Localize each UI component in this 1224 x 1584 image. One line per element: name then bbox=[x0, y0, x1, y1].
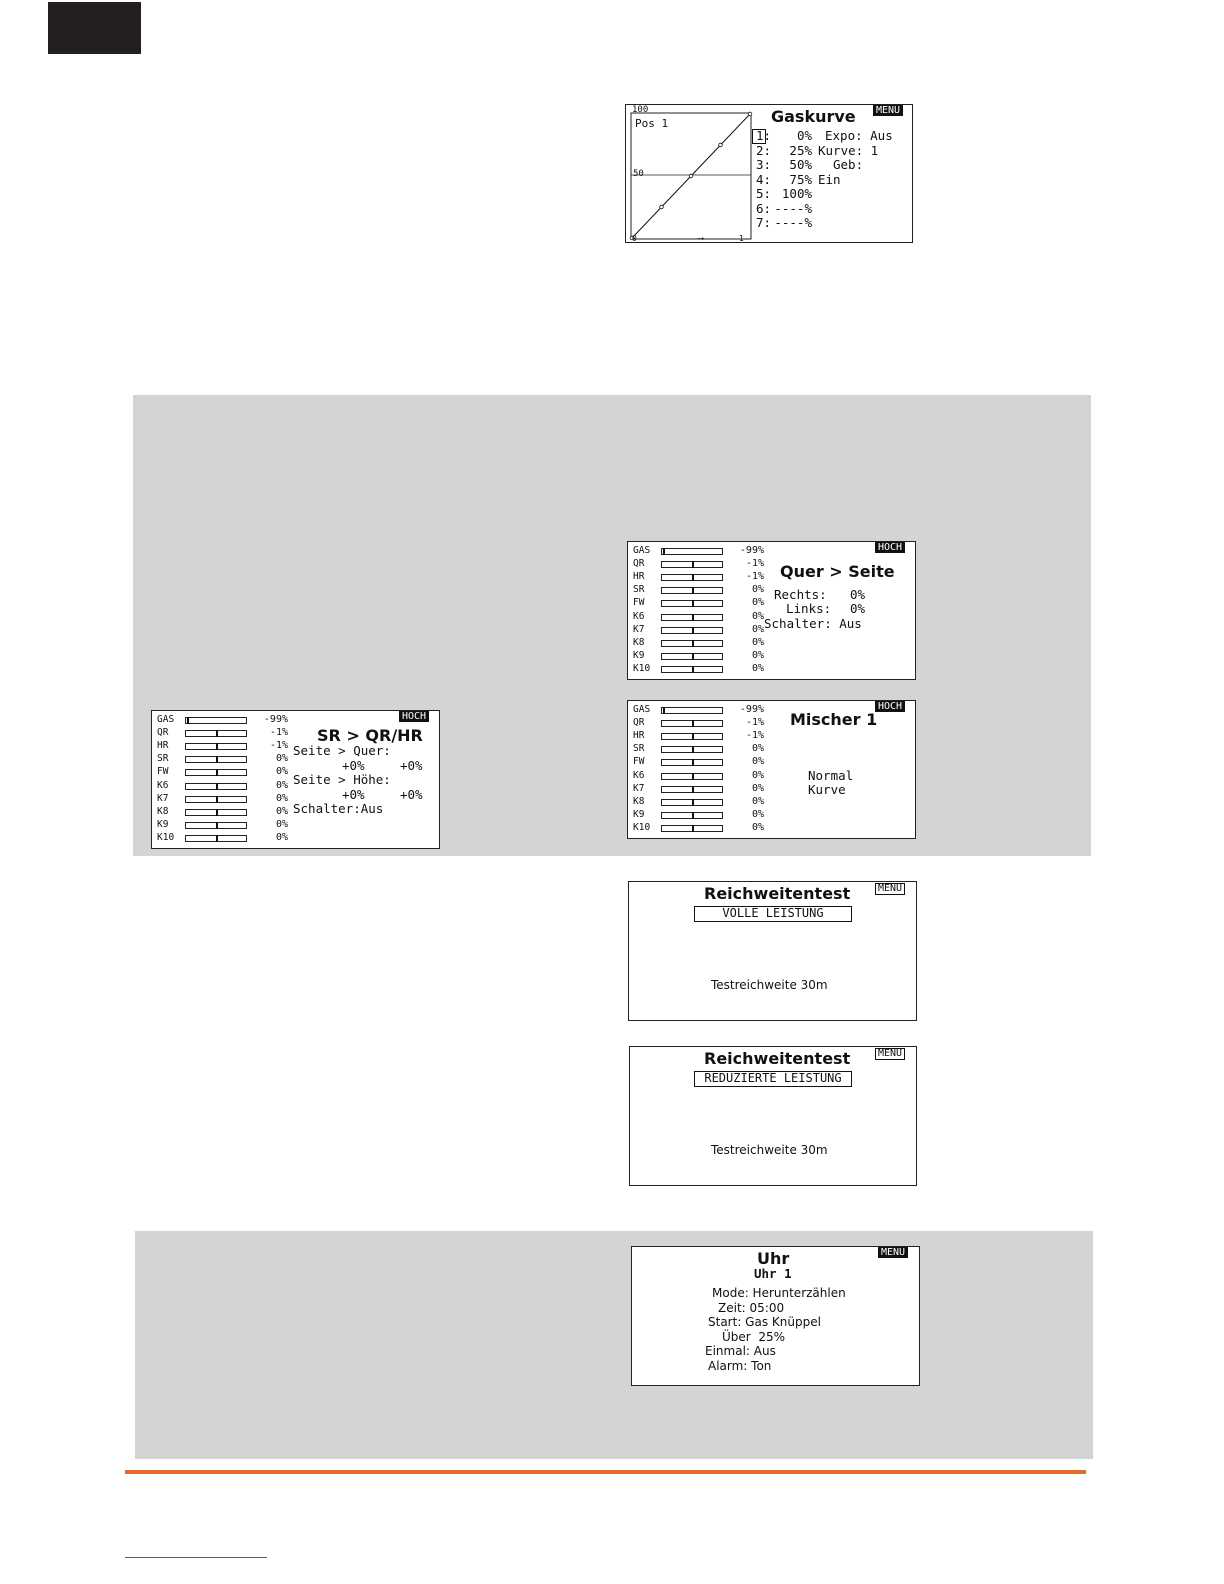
channel-label: K10 bbox=[633, 821, 651, 833]
timer-setting-line[interactable]: Über 25% bbox=[722, 1329, 786, 1344]
channel-bar bbox=[661, 720, 723, 727]
channel-value: 0% bbox=[275, 831, 288, 843]
channel-value: -99% bbox=[263, 714, 288, 725]
channel-label: K6 bbox=[633, 610, 645, 622]
lcd-reichweitentest-reduced bbox=[629, 1046, 917, 1186]
channel-label: GAS bbox=[633, 545, 651, 556]
channel-value: 0% bbox=[751, 795, 764, 807]
channel-label: K6 bbox=[157, 779, 169, 791]
channel-value: 0% bbox=[751, 769, 764, 781]
channel-bar bbox=[661, 759, 723, 766]
channel-bar bbox=[185, 743, 247, 750]
channel-label: K8 bbox=[633, 795, 645, 807]
channel-bar-marker bbox=[692, 773, 694, 780]
footer-link-underline bbox=[125, 1557, 267, 1558]
rechts-value[interactable]: 0% bbox=[850, 587, 866, 602]
channel-value: 0% bbox=[275, 805, 288, 817]
channel-label: GAS bbox=[633, 704, 651, 715]
channel-bar-marker bbox=[692, 799, 694, 806]
channel-bar-marker bbox=[692, 666, 694, 673]
curve-point-label: 4: bbox=[756, 171, 772, 187]
channel-bar-marker bbox=[692, 600, 694, 607]
channel-bar bbox=[661, 812, 723, 819]
menu-badge[interactable]: MENU bbox=[878, 1247, 908, 1258]
graph-arrow-icon: ⟶ bbox=[698, 234, 704, 243]
channel-bar bbox=[185, 796, 247, 803]
links-label: Links: bbox=[786, 601, 832, 616]
channel-bar-marker bbox=[216, 756, 218, 763]
hoch-badge[interactable]: HOCH bbox=[399, 711, 429, 722]
seite-quer-label: Seite > Quer: bbox=[293, 743, 391, 758]
channel-label: K9 bbox=[633, 808, 645, 820]
lcd-gaskurve bbox=[625, 104, 913, 243]
curve-point-label: 3: bbox=[756, 157, 772, 172]
screen-title: Uhr bbox=[757, 1249, 790, 1268]
channel-bar-marker bbox=[692, 825, 694, 832]
lcd-sr-qr-hr bbox=[151, 710, 440, 849]
lcd-reichweitentest-full bbox=[628, 881, 917, 1021]
curve-point-label: 5: bbox=[756, 186, 772, 201]
channel-label: K6 bbox=[633, 769, 645, 781]
curve-point-value[interactable]: 50% bbox=[789, 157, 812, 172]
channel-bar bbox=[661, 548, 723, 555]
mix-type-line-1[interactable]: Normal bbox=[808, 768, 854, 783]
channel-value: -99% bbox=[739, 545, 764, 556]
channel-value: 0% bbox=[751, 636, 764, 648]
timer-setting-line[interactable]: Start: Gas Knüppel bbox=[708, 1315, 821, 1330]
power-mode-box[interactable]: VOLLE LEISTUNG bbox=[694, 906, 852, 922]
channel-value: -1% bbox=[745, 717, 764, 729]
channel-bar bbox=[661, 574, 723, 581]
timer-setting-line[interactable]: Mode: Herunterzählen bbox=[712, 1286, 846, 1300]
channel-bar-marker bbox=[663, 548, 665, 555]
timer-setting-line[interactable]: Zeit: 05:00 bbox=[718, 1300, 785, 1315]
menu-badge[interactable]: MENU bbox=[873, 105, 903, 116]
channel-bar bbox=[661, 600, 723, 607]
seite-hoehe-value-a[interactable]: +0% bbox=[342, 787, 365, 802]
channel-value: 0% bbox=[751, 623, 764, 635]
channel-label: K10 bbox=[157, 831, 175, 843]
channel-value: 0% bbox=[751, 584, 764, 596]
channel-bar-marker bbox=[216, 769, 218, 776]
channel-label: HR bbox=[633, 730, 645, 742]
channel-value: 0% bbox=[751, 782, 764, 794]
channel-bar bbox=[661, 746, 723, 753]
curve-point-label: 6: bbox=[756, 200, 772, 216]
channel-bar bbox=[185, 717, 247, 724]
curve-point-value[interactable]: ----% bbox=[774, 200, 812, 216]
channel-bar-marker bbox=[216, 730, 218, 737]
channel-label: K7 bbox=[633, 782, 645, 794]
graph-x-right-label: 1 bbox=[739, 234, 744, 243]
channel-value: 0% bbox=[275, 792, 288, 804]
channel-bar bbox=[661, 666, 723, 673]
channel-bar bbox=[661, 825, 723, 832]
test-range-label: Testreichweite 30m bbox=[711, 978, 828, 992]
links-value[interactable]: 0% bbox=[850, 601, 866, 616]
channel-value: 0% bbox=[751, 649, 764, 661]
channel-value: 0% bbox=[751, 610, 764, 622]
channel-bar bbox=[661, 627, 723, 634]
channel-label: HR bbox=[157, 740, 169, 752]
channel-bar-marker bbox=[187, 717, 189, 724]
schalter-label[interactable]: Schalter: Aus bbox=[764, 616, 862, 631]
channel-bar bbox=[185, 822, 247, 829]
screen-title: Quer > Seite bbox=[780, 562, 895, 581]
channel-label: K8 bbox=[633, 636, 645, 648]
gray-section-timer bbox=[135, 1231, 1093, 1459]
channel-label: K9 bbox=[157, 818, 169, 830]
channel-bar-marker bbox=[692, 561, 694, 568]
channel-value: 0% bbox=[751, 808, 764, 820]
channel-bar-marker bbox=[692, 574, 694, 581]
channel-value: -99% bbox=[739, 704, 764, 715]
channel-label: FW bbox=[633, 597, 645, 609]
channel-bar-marker bbox=[663, 707, 665, 714]
channel-bar bbox=[661, 799, 723, 806]
curve-point-value[interactable]: 100% bbox=[781, 186, 812, 201]
curve-point-label: 2: bbox=[756, 142, 772, 158]
channel-bar-marker bbox=[692, 786, 694, 793]
channel-label: GAS bbox=[157, 714, 175, 725]
channel-bar bbox=[661, 786, 723, 793]
channel-bar bbox=[185, 730, 247, 737]
channel-label: K7 bbox=[157, 792, 169, 804]
curve-point-value[interactable]: 75% bbox=[789, 171, 812, 187]
curve-point-value[interactable]: 25% bbox=[789, 142, 812, 158]
timer-subtitle: Uhr 1 bbox=[754, 1266, 792, 1281]
hoch-badge[interactable]: HOCH bbox=[875, 542, 905, 553]
channel-bar-marker bbox=[692, 653, 694, 660]
page-corner-tab bbox=[48, 2, 141, 54]
seite-hoehe-value-b[interactable]: +0% bbox=[400, 787, 423, 802]
test-range-label: Testreichweite 30m bbox=[711, 1143, 828, 1157]
channel-bar-marker bbox=[692, 640, 694, 647]
channel-bar-marker bbox=[216, 796, 218, 803]
screen-title: SR > QR/HR bbox=[317, 726, 423, 745]
channel-value: -1% bbox=[269, 740, 288, 752]
schalter-label[interactable]: Schalter:Aus bbox=[293, 801, 384, 816]
channel-label: QR bbox=[633, 717, 645, 729]
channel-bar-marker bbox=[216, 809, 218, 816]
channel-value: 0% bbox=[751, 821, 764, 833]
lcd-mischer bbox=[627, 700, 916, 839]
rechts-label: Rechts: bbox=[774, 587, 827, 602]
channel-label: SR bbox=[633, 743, 645, 755]
curve-point-marker bbox=[719, 143, 723, 147]
channel-label: K8 bbox=[157, 805, 169, 817]
channel-value: 0% bbox=[751, 597, 764, 609]
channel-bar bbox=[661, 733, 723, 740]
channel-bar bbox=[661, 707, 723, 714]
channel-bar bbox=[185, 756, 247, 763]
channel-bar bbox=[185, 769, 247, 776]
curve-point-value[interactable]: 0% bbox=[796, 128, 812, 143]
curve-option[interactable]: Kurve: 1 bbox=[818, 142, 879, 158]
curve-option[interactable]: Expo: Aus bbox=[825, 128, 893, 143]
channel-bar-marker bbox=[692, 812, 694, 819]
channel-label: FW bbox=[633, 756, 645, 768]
channel-value: 0% bbox=[751, 756, 764, 768]
channel-bar-marker bbox=[692, 614, 694, 621]
seite-quer-value-b[interactable]: +0% bbox=[400, 758, 423, 773]
menu-badge[interactable]: MENU bbox=[875, 1048, 905, 1060]
channel-bar bbox=[661, 640, 723, 647]
curve-point-marker bbox=[689, 174, 693, 178]
graph-y-top-label: 100 bbox=[632, 105, 649, 115]
screen-title: Reichweitentest bbox=[704, 884, 851, 903]
channel-bar bbox=[185, 809, 247, 816]
channel-bar-marker bbox=[216, 822, 218, 829]
screen-title: Reichweitentest bbox=[704, 1049, 851, 1068]
channel-value: 0% bbox=[751, 662, 764, 674]
channel-value: -1% bbox=[745, 571, 764, 583]
channel-label: QR bbox=[633, 558, 645, 570]
channel-bar bbox=[661, 614, 723, 621]
channel-bar-marker bbox=[692, 587, 694, 594]
channel-value: 0% bbox=[275, 766, 288, 778]
screen-title: Gaskurve bbox=[771, 107, 856, 126]
lcd-uhr bbox=[631, 1246, 920, 1386]
timer-setting-line[interactable]: Einmal: Aus bbox=[705, 1344, 776, 1359]
channel-bar bbox=[661, 561, 723, 568]
graph-position-label: Pos 1 bbox=[635, 117, 669, 130]
channel-label: K7 bbox=[633, 623, 645, 635]
menu-badge[interactable]: MENU bbox=[875, 883, 905, 895]
curve-point-marker bbox=[748, 112, 752, 116]
channel-value: 0% bbox=[275, 779, 288, 791]
seite-quer-value-a[interactable]: +0% bbox=[342, 758, 365, 773]
curve-point-value[interactable]: ----% bbox=[774, 215, 812, 230]
channel-bar bbox=[185, 783, 247, 790]
channel-bar-marker bbox=[692, 759, 694, 766]
graph-x-left-label: 0 bbox=[632, 234, 637, 243]
curve-point-label: 7: bbox=[756, 215, 772, 230]
curve-option[interactable]: Ein bbox=[818, 171, 841, 187]
channel-label: K9 bbox=[633, 649, 645, 661]
channel-label: SR bbox=[157, 753, 169, 765]
channel-bar-marker bbox=[692, 733, 694, 740]
channel-bar-marker bbox=[216, 835, 218, 842]
channel-value: 0% bbox=[751, 743, 764, 755]
power-mode-box[interactable]: REDUZIERTE LEISTUNG bbox=[694, 1071, 852, 1087]
channel-value: -1% bbox=[269, 727, 288, 739]
channel-value: -1% bbox=[745, 730, 764, 742]
channel-bar-marker bbox=[216, 743, 218, 750]
channel-label: QR bbox=[157, 727, 169, 739]
hoch-badge[interactable]: HOCH bbox=[875, 701, 905, 712]
screen-title: Mischer 1 bbox=[790, 710, 878, 729]
channel-label: SR bbox=[633, 584, 645, 596]
footer-rule bbox=[125, 1470, 1086, 1474]
channel-bar-marker bbox=[692, 627, 694, 634]
channel-bar-marker bbox=[692, 746, 694, 753]
channel-label: HR bbox=[633, 571, 645, 583]
channel-bar bbox=[661, 653, 723, 660]
graph-y-mid-label: 50 bbox=[633, 169, 644, 179]
seite-hoehe-label: Seite > Höhe: bbox=[293, 772, 391, 787]
timer-setting-line[interactable]: Alarm: Ton bbox=[708, 1359, 772, 1373]
channel-bar bbox=[185, 835, 247, 842]
channel-bar bbox=[661, 773, 723, 780]
channel-value: -1% bbox=[745, 558, 764, 570]
channel-bar-marker bbox=[692, 720, 694, 727]
curve-point-label: 1: bbox=[756, 128, 772, 143]
mix-type-line-2: Kurve bbox=[808, 782, 846, 797]
channel-label: FW bbox=[157, 766, 169, 778]
curve-point-marker bbox=[660, 205, 664, 209]
lcd-quer-seite bbox=[627, 541, 916, 680]
channel-value: 0% bbox=[275, 818, 288, 830]
channel-value: 0% bbox=[275, 753, 288, 765]
curve-option[interactable]: Geb: bbox=[833, 157, 864, 172]
channel-bar-marker bbox=[216, 783, 218, 790]
channel-label: K10 bbox=[633, 662, 651, 674]
channel-bar bbox=[661, 587, 723, 594]
